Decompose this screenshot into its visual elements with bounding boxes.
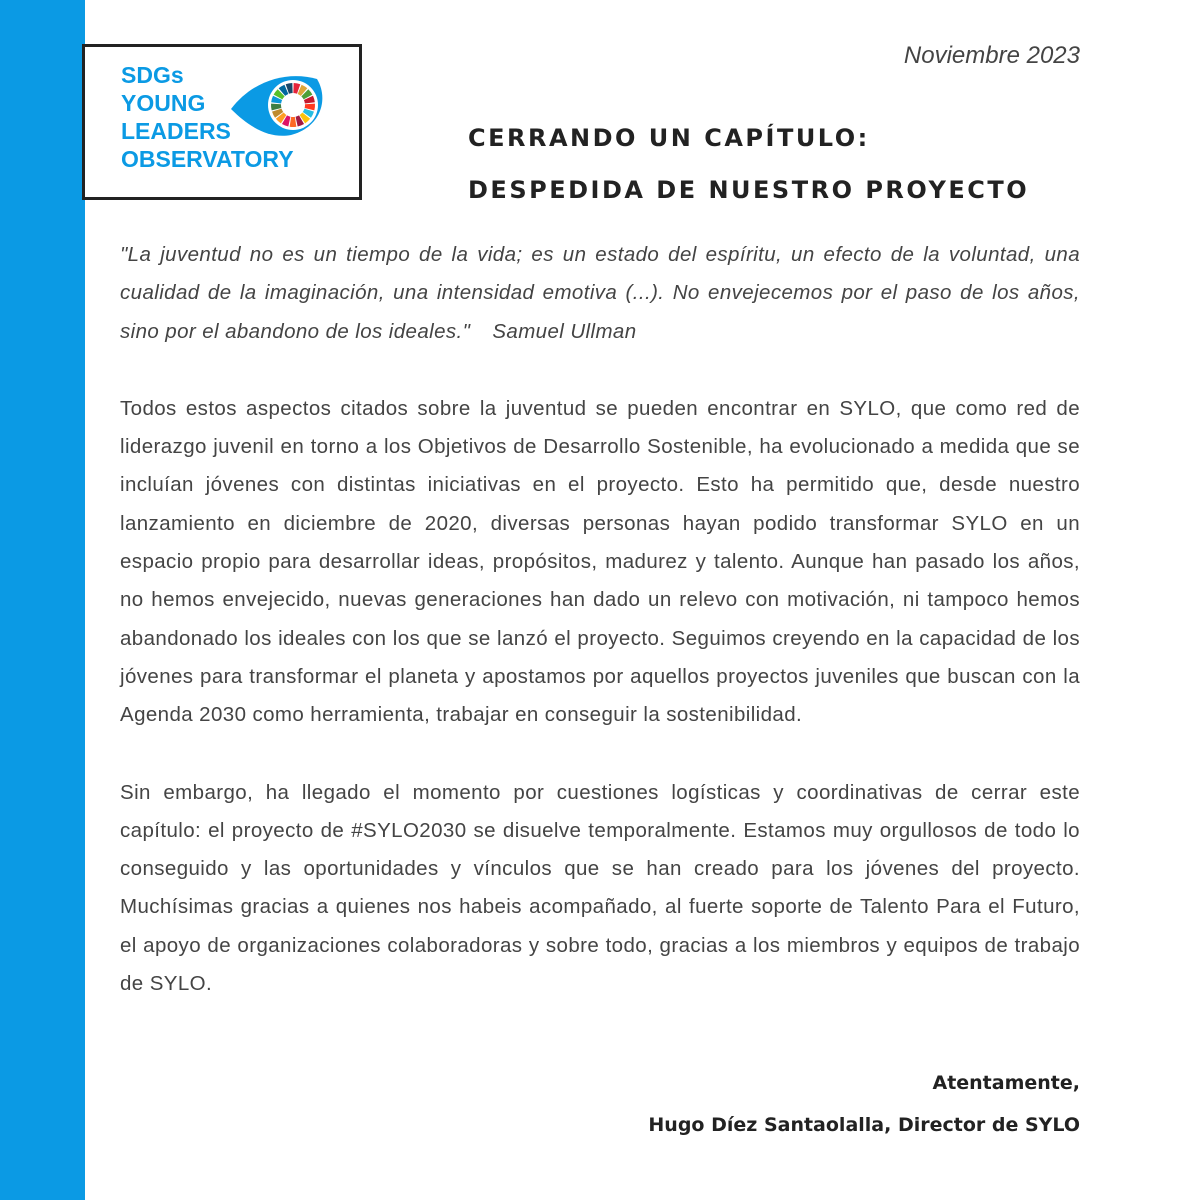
letter-body — [120, 236, 1080, 1042]
date: Noviembre 2023 — [903, 42, 1080, 69]
logo-line: OBSERVATORY — [121, 146, 294, 172]
closing — [648, 1062, 1080, 1146]
quote-author: Samuel Ullman — [492, 319, 637, 343]
sdg-eye-wheel-icon — [229, 69, 329, 139]
title-line: CERRANDO UN CAPÍTULO: — [468, 124, 870, 152]
logo-line: SDGs — [121, 62, 184, 88]
page-title — [468, 112, 1108, 216]
signature: Hugo Díez Santaolalla, Director de SYLO — [648, 1114, 1080, 1136]
quote-text: "La juventud no es un tiempo de la vida; es un estado del espíritu, un efecto de la voluntad, una cualidad de la imaginación, una intensidad emotiva (...). No envejecemos por el paso de los años, sino por el abandono de los ideales." — [120, 243, 1080, 343]
side-color-bar — [0, 0, 85, 1200]
logo-line: LEADERS — [121, 118, 231, 144]
quote — [120, 236, 1080, 351]
paragraph: Sin embargo, ha llegado el momento por cuestiones logísticas y coordinativas de cerrar este capítulo: el proyecto de #SYLO2030 se disuelve temporalmente. Estamos muy orgullosos de todo lo conseguido y las oportunidades y vínculos que se han creado para los jóvenes del proyecto. Muchísimas gracias a quienes nos habeis acompañado, al fuerte soporte de Talento Para el Futuro, el apoyo de organizaciones colaboradoras y sobre todo, gracias a los miembros y equipos de trabajo de SYLO. — [120, 780, 1080, 996]
paragraph: Todos estos aspectos citados sobre la juventud se pueden encontrar en SYLO, que como red de liderazgo juvenil en torno a los Objetivos de Desarrollo Sostenible, ha evolucionado a medida que se incluían jóvenes con distintas iniciativas en el proyecto. Esto ha permitido que, desde nuestro lanzamiento en diciembre de 2020, diversas personas hayan podido transformar SYLO en un espacio propio para desarrollar ideas, propósitos, madurez y talento. Aunque han pasado los años, no hemos envejecido, nuevas generaciones han dado un relevo con motivación, ni tampoco hemos abandonado los ideales con los que se lanzó el proyecto. Seguimos creyendo en la capacidad de los jóvenes para transformar el planeta y apostamos por aquellos proyectos juveniles que buscan con la Agenda 2030 como herramienta, trabajar en conseguir la sostenibilidad. — [120, 396, 1080, 727]
logo-line: YOUNG — [121, 90, 206, 116]
title-line: DESPEDIDA DE NUESTRO PROYECTO — [468, 176, 1030, 204]
salutation: Atentamente, — [932, 1072, 1080, 1094]
logo — [82, 44, 362, 200]
